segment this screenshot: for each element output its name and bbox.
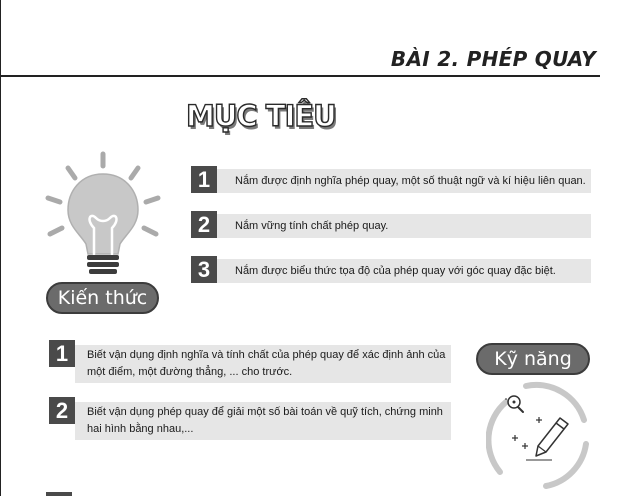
title-rule bbox=[0, 75, 600, 77]
item-number: 2 bbox=[191, 211, 217, 238]
skills-label: Kỹ năng bbox=[476, 343, 590, 375]
magnifier-icon bbox=[506, 396, 523, 412]
item-text: Biết vận dụng phép quay để giải một số bài toán về quỹ tích, chứng minh hai hình bằng nhau,... bbox=[87, 406, 443, 435]
lesson-title: BÀI 2. PHÉP QUAY bbox=[390, 47, 596, 71]
knowledge-item bbox=[191, 166, 591, 193]
item-text: Nắm vững tính chất phép quay. bbox=[235, 220, 389, 232]
knowledge-item bbox=[191, 256, 591, 283]
item-text: Nắm được biểu thức tọa độ của phép quay với góc quay đặc biệt. bbox=[235, 265, 556, 277]
item-text: Nắm được định nghĩa phép quay, một số thuật ngữ và kí hiệu liên quan. bbox=[235, 175, 586, 187]
pencil-icon bbox=[526, 418, 568, 460]
item-number: 2 bbox=[49, 397, 75, 424]
objectives-heading: MỤC TIÊU bbox=[186, 99, 336, 133]
item-text: Biết vận dụng định nghĩa và tính chất của phép quay để xác định ảnh của một điểm, một đường thẳng, ... cho trước. bbox=[87, 349, 446, 378]
lightbulb-icon bbox=[40, 150, 170, 285]
knowledge-label: Kiến thức bbox=[46, 282, 159, 314]
skills-illustration bbox=[486, 380, 596, 496]
item-number: 1 bbox=[191, 166, 217, 193]
knowledge-item bbox=[191, 211, 591, 238]
item-number: 3 bbox=[191, 256, 217, 283]
footer-mark bbox=[46, 492, 72, 496]
item-number: 1 bbox=[49, 340, 75, 367]
